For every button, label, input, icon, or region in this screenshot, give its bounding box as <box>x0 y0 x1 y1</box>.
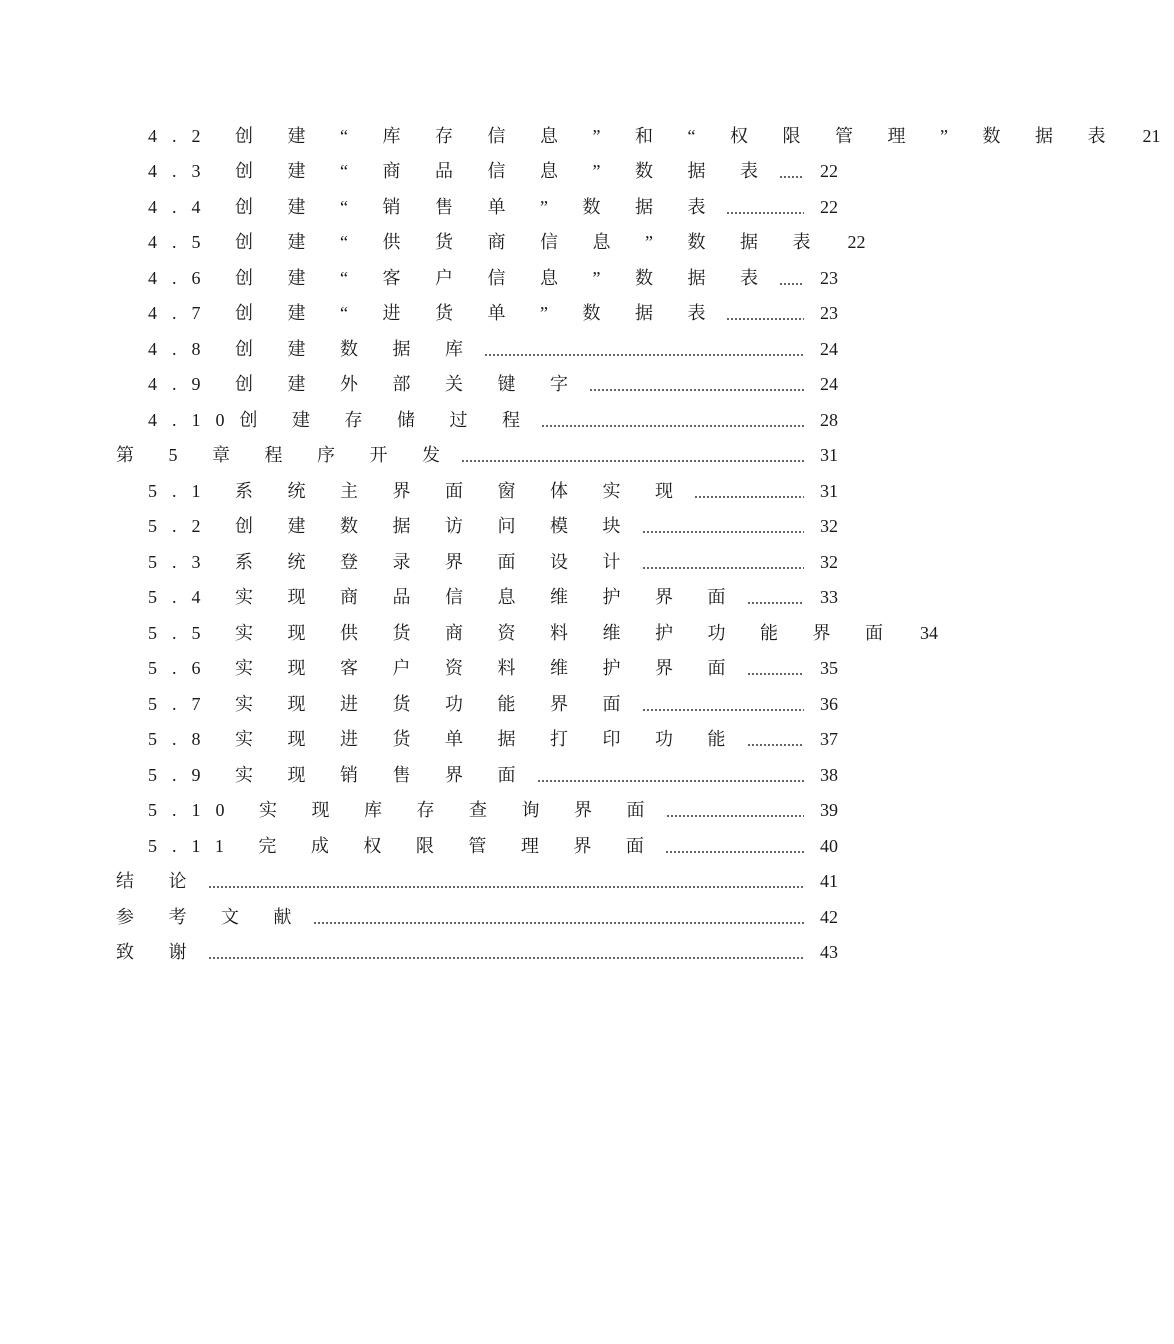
toc-entry-title: 4.10创 建 存 储 过 程 <box>148 409 535 430</box>
toc-entry-page: 22 <box>820 161 838 182</box>
toc-entry-page: 35 <box>820 658 838 679</box>
toc-leader-dots <box>484 354 804 356</box>
table-of-contents <box>0 118 1161 970</box>
toc-entry-page: 31 <box>820 445 838 466</box>
toc-entry[interactable] <box>0 154 950 190</box>
toc-entry-title: 结 论 <box>116 871 202 892</box>
toc-leader-dots <box>666 815 805 817</box>
toc-entry-page: 33 <box>820 587 838 608</box>
toc-leader-dots <box>747 744 805 746</box>
toc-entry-page: 24 <box>820 338 838 359</box>
toc-leader-dots <box>461 460 804 462</box>
toc-entry[interactable] <box>0 615 950 651</box>
toc-entry-title: 致 谢 <box>116 942 202 963</box>
toc-leader-dots <box>313 922 805 924</box>
toc-entry[interactable] <box>0 260 950 296</box>
toc-leader-dots <box>779 283 804 285</box>
toc-leader-dots <box>726 318 804 320</box>
toc-leader-dots <box>694 496 804 498</box>
toc-entry-title: 参 考 文 献 <box>116 906 307 927</box>
toc-leader-dots <box>537 780 805 782</box>
toc-entry[interactable] <box>0 402 950 438</box>
toc-entry-page: 43 <box>820 942 838 963</box>
toc-entry-title: 5.6 实 现 客 户 资 料 维 护 界 面 <box>148 658 741 679</box>
toc-leader-dots <box>665 851 804 853</box>
toc-entry[interactable] <box>0 367 950 403</box>
toc-entry[interactable] <box>0 438 950 474</box>
toc-entry-page: 23 <box>820 303 838 324</box>
toc-entry-title: 5.7 实 现 进 货 功 能 界 面 <box>148 693 636 714</box>
toc-leader-dots <box>779 176 804 178</box>
toc-entry-title: 5.9 实 现 销 售 界 面 <box>148 764 531 785</box>
toc-entry[interactable] <box>0 722 950 758</box>
toc-entry-page: 41 <box>820 871 838 892</box>
toc-leader-dots <box>642 709 805 711</box>
toc-leader-dots <box>642 567 805 569</box>
toc-leader-dots <box>541 425 804 427</box>
toc-entry-page: 36 <box>820 693 838 714</box>
toc-entry-title: 5.2 创 建 数 据 访 问 模 块 <box>148 516 636 537</box>
toc-entry[interactable] <box>0 651 950 687</box>
toc-entry[interactable] <box>0 509 950 545</box>
toc-entry-title: 4.7 创 建 “ 进 货 单 ” 数 据 表 <box>148 303 721 324</box>
toc-leader-dots <box>747 602 805 604</box>
toc-leader-dots <box>208 957 805 959</box>
toc-entry-page: 32 <box>820 551 838 572</box>
toc-entry-title: 5.8 实 现 进 货 单 据 打 印 功 能 <box>148 729 741 750</box>
toc-entry[interactable] <box>0 580 950 616</box>
toc-entry-title: 5.5 实 现 供 货 商 资 料 维 护 功 能 界 面 <box>148 622 898 643</box>
toc-entry-page: 40 <box>820 835 838 856</box>
toc-entry[interactable] <box>0 544 950 580</box>
toc-leader-dots <box>726 212 804 214</box>
toc-entry-page: 32 <box>820 516 838 537</box>
toc-entry-page: 31 <box>820 480 838 501</box>
toc-entry-page: 24 <box>820 374 838 395</box>
toc-entry-title: 4.2 创 建 “ 库 存 信 息 ” 和 “ 权 限 管 理 ” 数 据 表 <box>148 125 1121 146</box>
toc-entry-title: 4.8 创 建 数 据 库 <box>148 338 478 359</box>
toc-entry-title: 4.5 创 建 “ 供 货 商 信 息 ” 数 据 表 <box>148 232 826 253</box>
toc-entry[interactable] <box>0 118 1161 154</box>
toc-entry[interactable] <box>0 331 950 367</box>
toc-leader-dots <box>589 389 804 391</box>
toc-entry-page: 28 <box>820 409 838 430</box>
toc-entry-page: 38 <box>820 764 838 785</box>
toc-entry[interactable] <box>0 225 950 261</box>
toc-entry-title: 4.4 创 建 “ 销 售 单 ” 数 据 表 <box>148 196 721 217</box>
toc-entry-page: 21 <box>1142 125 1161 146</box>
toc-leader-dots <box>208 886 805 888</box>
toc-entry[interactable] <box>0 935 950 971</box>
toc-entry-page: 37 <box>820 729 838 750</box>
toc-leader-dots <box>747 673 805 675</box>
toc-entry-title: 4.3 创 建 “ 商 品 信 息 ” 数 据 表 <box>148 161 773 182</box>
toc-entry[interactable] <box>0 757 950 793</box>
toc-entry-page: 42 <box>820 906 838 927</box>
toc-entry-title: 5.4 实 现 商 品 信 息 维 护 界 面 <box>148 587 741 608</box>
toc-entry-page: 22 <box>820 196 838 217</box>
toc-leader-dots <box>642 531 805 533</box>
toc-entry-page: 39 <box>820 800 838 821</box>
toc-entry[interactable] <box>0 828 950 864</box>
toc-entry[interactable] <box>0 473 950 509</box>
toc-entry[interactable] <box>0 864 950 900</box>
toc-entry-title: 5.1 系 统 主 界 面 窗 体 实 现 <box>148 480 688 501</box>
toc-entry-title: 5.10 实 现 库 存 查 询 界 面 <box>148 800 660 821</box>
toc-entry[interactable] <box>0 189 950 225</box>
toc-entry-page: 34 <box>920 622 938 643</box>
toc-entry-title: 4.9 创 建 外 部 关 键 字 <box>148 374 583 395</box>
toc-entry[interactable] <box>0 899 950 935</box>
toc-entry-title: 4.6 创 建 “ 客 户 信 息 ” 数 据 表 <box>148 267 773 288</box>
toc-entry[interactable] <box>0 793 950 829</box>
toc-entry[interactable] <box>0 686 950 722</box>
toc-entry-page: 23 <box>820 267 838 288</box>
toc-entry-page: 22 <box>847 232 866 253</box>
toc-entry-title: 5.3 系 统 登 录 界 面 设 计 <box>148 551 636 572</box>
toc-entry-title: 第 5 章 程 序 开 发 <box>116 445 455 466</box>
toc-entry[interactable] <box>0 296 950 332</box>
toc-entry-title: 5.11 完 成 权 限 管 理 界 面 <box>148 835 659 856</box>
